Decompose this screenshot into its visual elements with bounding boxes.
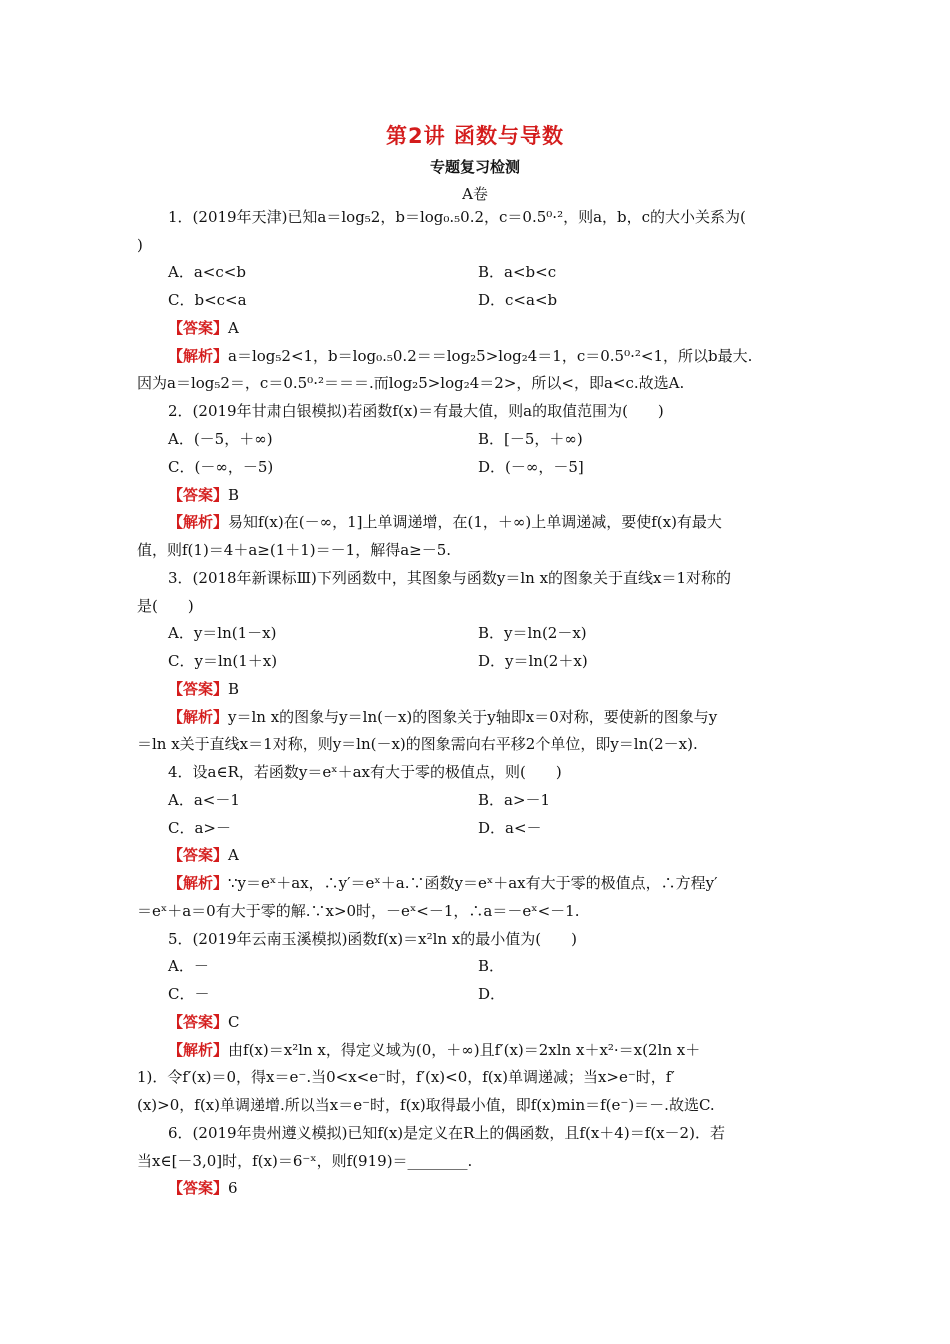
question-2-analysis bbox=[168, 512, 818, 532]
answer-value: C bbox=[228, 1013, 240, 1031]
question-4-analysis bbox=[168, 873, 818, 893]
question-1-option-d: D．c<a<b bbox=[478, 291, 558, 309]
analysis-tag: 【解析】 bbox=[168, 1041, 229, 1059]
question-1-option-c: C．b<c<a bbox=[168, 291, 247, 309]
question-2-stem: 2．(2019年甘肃白银模拟)若函数f(x)＝有最大值，则a的取值范围为( ) bbox=[168, 402, 664, 420]
answer-value: A bbox=[228, 846, 239, 864]
question-2-answer bbox=[168, 485, 818, 505]
answer-tag: 【答案】 bbox=[168, 319, 229, 337]
answer-value: B bbox=[228, 486, 240, 504]
analysis-text: ∵y＝eˣ＋ax，∴y′＝eˣ＋a.∵函数y＝eˣ＋ax有大于零的极值点，∴方程y′ bbox=[228, 874, 718, 892]
answer-value: B bbox=[228, 680, 240, 698]
question-1-option-a: A．a<c<b bbox=[168, 263, 246, 281]
question-3-option-d: D．y＝ln(2＋x) bbox=[478, 652, 588, 670]
question-5-option-c: C．－ bbox=[168, 985, 210, 1003]
question-1-option-b: B．a<b<c bbox=[478, 263, 557, 281]
question-2-option-d: D．(－∞，－5] bbox=[478, 458, 584, 476]
question-3-analysis bbox=[168, 707, 818, 727]
question-1-stem-cont: ) bbox=[137, 236, 143, 254]
answer-tag: 【答案】 bbox=[168, 1179, 229, 1197]
question-3-analysis-cont: ＝ln x关于直线x＝1对称，则y＝ln(－x)的图象需向右平移2个单位，即y＝ln(2－x). bbox=[137, 735, 698, 753]
page-subtitle: 专题复习检测 bbox=[429, 158, 520, 176]
question-1-analysis bbox=[168, 346, 818, 366]
question-2-option-a: A．(－5，＋∞) bbox=[168, 430, 273, 448]
question-5-answer bbox=[168, 1012, 818, 1032]
question-4-stem: 4．设a∈R，若函数y＝eˣ＋ax有大于零的极值点，则( ) bbox=[168, 763, 562, 781]
question-3-option-a: A．y＝ln(1－x) bbox=[168, 624, 277, 642]
question-1-analysis-cont: 因为a＝log₅2＝，c＝0.5⁰·²＝＝＝.而log₂5>log₂4＝2>，所以<，即a<c.故选A. bbox=[137, 374, 685, 392]
question-3-option-c: C．y＝ln(1＋x) bbox=[168, 652, 278, 670]
question-2-analysis-cont: 值，则f(1)＝4＋a≥(1＋1)＝－1，解得a≥－5. bbox=[137, 541, 452, 559]
question-4-option-b: B．a>－1 bbox=[478, 791, 551, 809]
question-5-option-b: B． bbox=[478, 957, 505, 975]
section-heading: A卷 bbox=[462, 185, 488, 203]
question-2-option-b: B．[－5，＋∞) bbox=[478, 430, 583, 448]
analysis-tag: 【解析】 bbox=[168, 708, 229, 726]
answer-tag: 【答案】 bbox=[168, 680, 229, 698]
question-3-stem: 3．(2018年新课标Ⅲ)下列函数中，其图象与函数y＝ln x的图象关于直线x＝1对称的 bbox=[168, 569, 732, 587]
analysis-text: y＝ln x的图象与y＝ln(－x)的图象关于y轴即x＝0对称，要使新的图象与y bbox=[228, 708, 718, 726]
question-6-stem: 6．(2019年贵州遵义模拟)已知f(x)是定义在R上的偶函数，且f(x＋4)＝f(x－2)．若 bbox=[168, 1124, 725, 1142]
analysis-text: 由f(x)＝x²ln x，得定义域为(0，＋∞)且f′(x)＝2xln x＋x²·＝x(2ln x＋ bbox=[228, 1041, 701, 1059]
analysis-tag: 【解析】 bbox=[168, 874, 229, 892]
question-1-answer bbox=[168, 318, 818, 338]
answer-value: 6 bbox=[228, 1179, 238, 1197]
question-2-option-c: C．(－∞，－5) bbox=[168, 458, 274, 476]
question-3-option-b: B．y＝ln(2－x) bbox=[478, 624, 587, 642]
question-3-stem-cont: 是( ) bbox=[137, 597, 194, 615]
question-5-option-a: A．－ bbox=[168, 957, 209, 975]
question-6-answer bbox=[168, 1178, 818, 1198]
question-5-stem: 5．(2019年云南玉溪模拟)函数f(x)＝x²ln x的最小值为( ) bbox=[168, 930, 578, 948]
question-4-option-a: A．a<－1 bbox=[168, 791, 240, 809]
analysis-text: a＝log₅2<1，b＝log₀.₅0.2＝＝log₂5>log₂4＝1，c＝0.5⁰·²<1，所以b最大. bbox=[228, 347, 753, 365]
question-5-analysis-cont-2: (x)>0，f(x)单调递增.所以当x＝e⁻时，f(x)取得最小值，即f(x)min＝f(e⁻)＝－.故选C. bbox=[137, 1096, 715, 1114]
answer-tag: 【答案】 bbox=[168, 846, 229, 864]
question-4-option-d: D．a<－ bbox=[478, 819, 542, 837]
question-4-analysis-cont: ＝eˣ＋a＝0有大于零的解.∵x>0时，－eˣ<－1，∴a＝－eˣ<－1. bbox=[137, 902, 580, 920]
analysis-text: 易知f(x)在(－∞，1]上单调递增，在(1，＋∞)上单调递减，要使f(x)有最大 bbox=[228, 513, 722, 531]
answer-value: A bbox=[228, 319, 239, 337]
page-title: 第2讲 函数与导数 bbox=[386, 124, 564, 148]
question-4-option-c: C．a>－ bbox=[168, 819, 231, 837]
question-4-answer bbox=[168, 845, 818, 865]
question-5-analysis-cont: 1)．令f′(x)＝0，得x＝e⁻.当0<x<e⁻时，f′(x)<0，f(x)单调递减；当x>e⁻时，f′ bbox=[137, 1068, 675, 1086]
question-6-stem-cont: 当x∈[－3,0]时，f(x)＝6⁻ˣ，则f(919)＝________. bbox=[137, 1152, 473, 1170]
question-5-analysis bbox=[168, 1040, 818, 1060]
question-5-option-d: D． bbox=[478, 985, 506, 1003]
answer-tag: 【答案】 bbox=[168, 486, 229, 504]
analysis-tag: 【解析】 bbox=[168, 513, 229, 531]
analysis-tag: 【解析】 bbox=[168, 347, 229, 365]
answer-tag: 【答案】 bbox=[168, 1013, 229, 1031]
question-1-stem: 1．(2019年天津)已知a＝log₅2，b＝log₀.₅0.2，c＝0.5⁰·²，则a，b，c的大小关系为( bbox=[168, 208, 746, 226]
question-3-answer bbox=[168, 679, 818, 699]
